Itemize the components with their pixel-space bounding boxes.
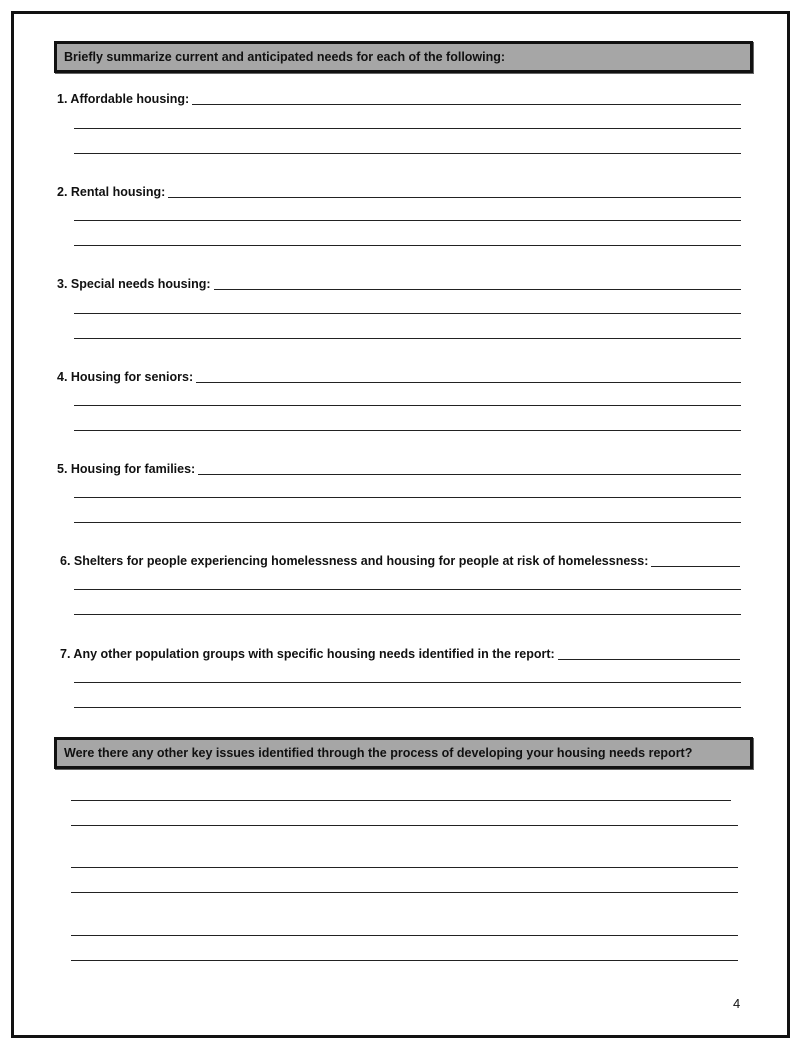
question-label: 3. Special needs housing: <box>57 277 211 291</box>
answer-field-inline[interactable] <box>198 460 741 475</box>
answer-line[interactable] <box>71 960 738 961</box>
page-number: 4 <box>733 996 741 1011</box>
answer-line[interactable] <box>74 128 741 129</box>
answer-field-inline[interactable] <box>192 90 741 105</box>
answer-line[interactable] <box>74 405 741 406</box>
question-label: 6. Shelters for people experiencing homelessness and housing for people at risk of homelessness: <box>60 554 649 568</box>
question-shelters-homelessness <box>60 551 740 569</box>
answer-line[interactable] <box>74 522 741 523</box>
answer-line[interactable] <box>71 867 738 868</box>
answer-line[interactable] <box>74 313 741 314</box>
answer-line[interactable] <box>74 707 741 708</box>
answer-line[interactable] <box>74 430 741 431</box>
answer-line[interactable] <box>74 497 741 498</box>
answer-line[interactable] <box>71 935 738 936</box>
answer-field-inline[interactable] <box>651 552 740 567</box>
answer-field-inline[interactable] <box>168 183 741 198</box>
page-border <box>11 11 790 1038</box>
section-header-key-issues: Were there any other key issues identified through the process of developing your housing needs report? <box>54 737 753 769</box>
answer-line[interactable] <box>74 614 741 615</box>
answer-line[interactable] <box>71 825 738 826</box>
question-special-needs-housing <box>57 274 741 292</box>
question-housing-families <box>57 459 741 477</box>
section-header-needs: Briefly summarize current and anticipated needs for each of the following: <box>54 41 753 73</box>
question-label: 7. Any other population groups with specific housing needs identified in the report: <box>60 647 555 661</box>
question-label: 1. Affordable housing: <box>57 92 190 106</box>
answer-line[interactable] <box>71 892 738 893</box>
answer-line[interactable] <box>74 682 741 683</box>
question-label: 2. Rental housing: <box>57 185 166 199</box>
answer-field-inline[interactable] <box>558 645 740 660</box>
question-label: 4. Housing for seniors: <box>57 370 194 384</box>
answer-line[interactable] <box>74 220 741 221</box>
question-other-population-groups <box>60 644 740 662</box>
question-rental-housing <box>57 182 741 200</box>
answer-line[interactable] <box>74 153 741 154</box>
question-affordable-housing <box>57 89 741 107</box>
answer-line[interactable] <box>74 338 741 339</box>
question-housing-seniors <box>57 367 741 385</box>
answer-line[interactable] <box>74 589 741 590</box>
answer-line[interactable] <box>71 800 731 801</box>
answer-field-inline[interactable] <box>196 368 741 383</box>
answer-line[interactable] <box>74 245 741 246</box>
answer-field-inline[interactable] <box>214 275 741 290</box>
question-label: 5. Housing for families: <box>57 462 196 476</box>
